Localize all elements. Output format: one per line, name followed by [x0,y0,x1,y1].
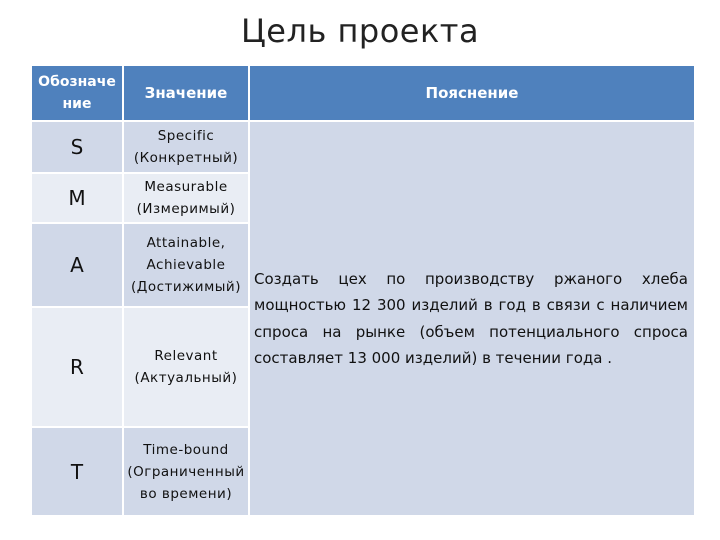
header-explanation-label: Пояснение [425,84,519,102]
explanation-text: Создать цех по производству ржаного хлеба мощностью 12 300 изделий в год в связи с наличием спроса на рынке (объем потенциального спроса составляет 13 000 изделий) в течении года . [254,269,688,367]
row-meaning-a [124,224,248,306]
header-code [32,66,122,120]
explanation-cell [250,122,694,515]
row-letter-s [32,122,122,172]
header-meaning [124,66,248,120]
letter-label: M [68,186,86,210]
row-meaning-m [124,174,248,222]
row-letter-r [32,308,122,426]
letter-label: A [70,253,84,277]
header-meaning-label: Значение [144,84,228,102]
row-meaning-t [124,428,248,515]
row-letter-t [32,428,122,515]
header-explanation [250,66,694,120]
letter-label: T [70,459,84,484]
meaning-label: Attainable, Achievable (Достижимый) [131,235,241,295]
letter-label: S [70,135,84,159]
header-code-label: Обозначе ние [38,74,116,112]
row-letter-m [32,174,122,222]
page-title: Цель проекта [240,12,480,50]
row-meaning-r [124,308,248,426]
row-meaning-s [124,122,248,172]
meaning-label: Specific (Конкретный) [133,128,239,166]
meaning-label: Relevant (Актуальный) [134,348,238,386]
meaning-label: Time-bound (Ограниченный во времени) [127,441,245,502]
smart-table [32,66,694,515]
row-letter-a [32,224,122,306]
letter-label: R [70,355,84,379]
meaning-label: Measurable (Измеримый) [136,179,236,217]
